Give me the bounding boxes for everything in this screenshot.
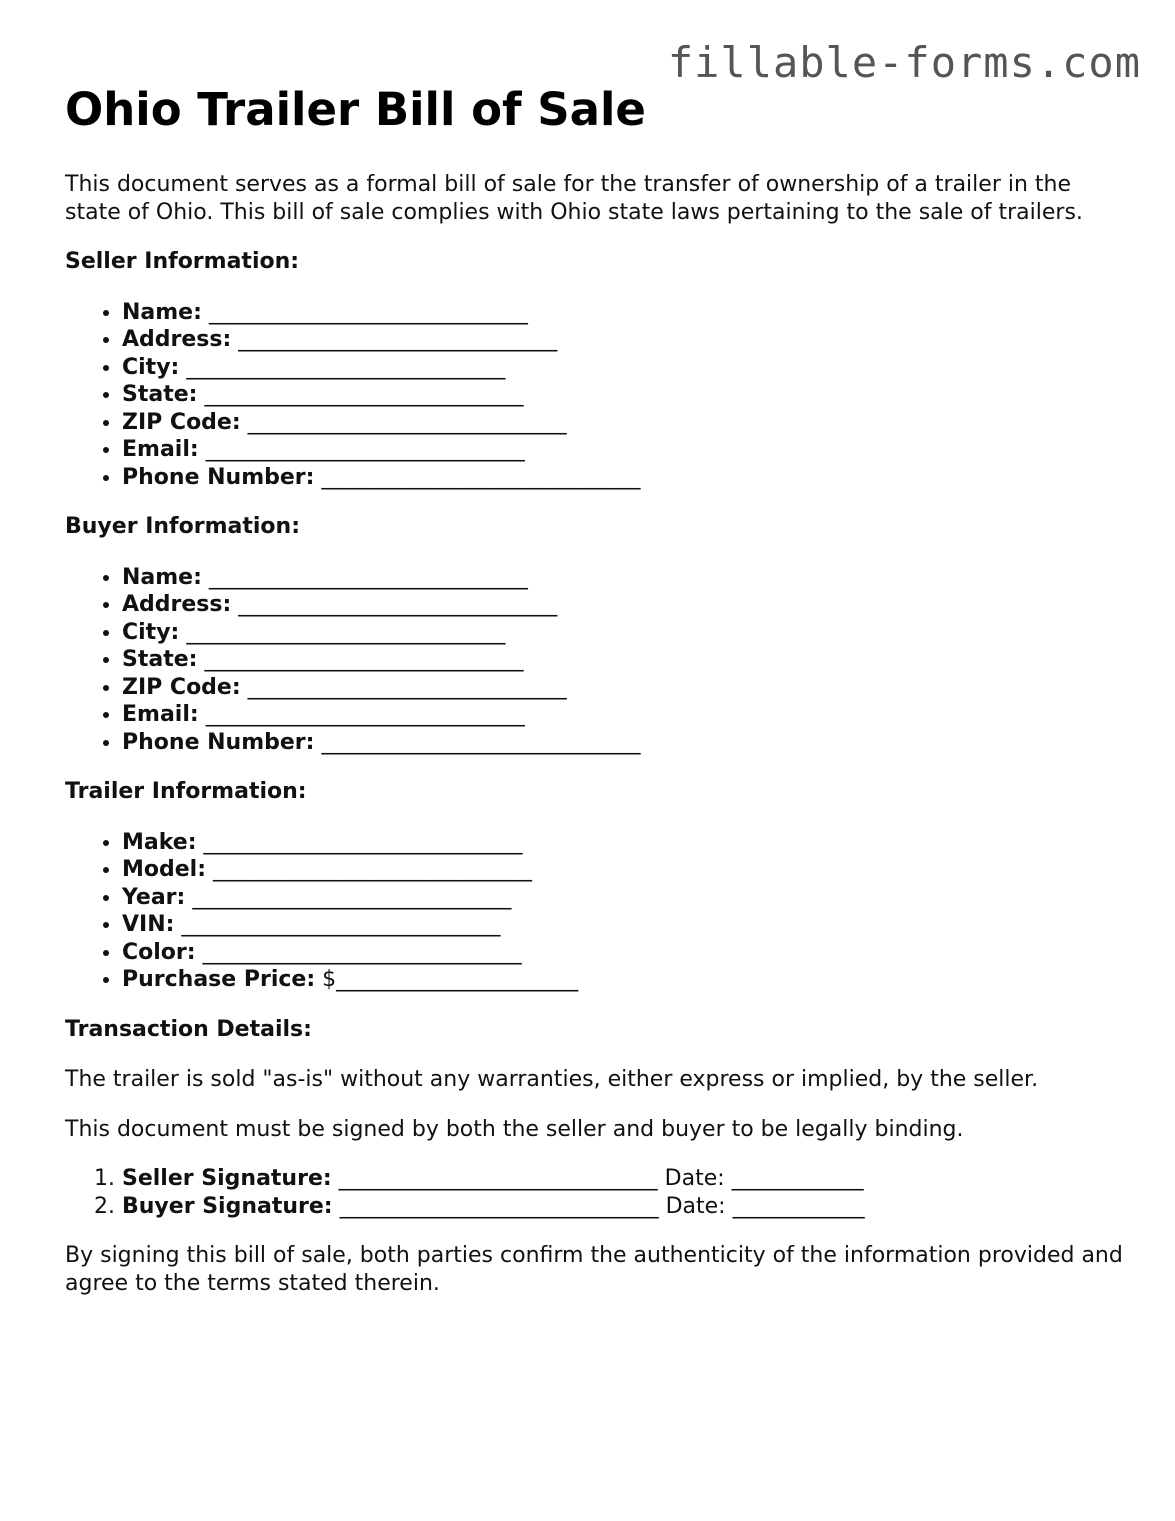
signature-list bbox=[65, 1165, 1125, 1220]
date-label: Date: bbox=[665, 1193, 726, 1219]
field-label: Year: bbox=[122, 884, 186, 910]
closing-paragraph: By signing this bill of sale, both parties confirm the authenticity of the information provided and agree to the terms stated therein. bbox=[65, 1243, 1123, 1296]
trailer-year-field[interactable] bbox=[122, 884, 1125, 912]
field-label: Name: bbox=[122, 564, 202, 590]
field-blank[interactable]: _____________________________ bbox=[208, 299, 528, 325]
as-is-paragraph: The trailer is sold "as-is" without any warranties, either express or implied, by the seller. bbox=[65, 1067, 1039, 1092]
signature-label: Buyer Signature: bbox=[122, 1193, 333, 1219]
field-label: City: bbox=[122, 354, 180, 380]
trailer-color-field[interactable] bbox=[122, 939, 1125, 967]
field-label: Make: bbox=[122, 829, 197, 855]
field-label: Email: bbox=[122, 437, 199, 462]
seller-address-field[interactable] bbox=[122, 326, 1125, 354]
signing-note-paragraph: This document must be signed by both the seller and buyer to be legally binding. bbox=[65, 1116, 964, 1142]
seller-city-field[interactable] bbox=[122, 354, 1125, 382]
watermark: fillable-forms.com bbox=[667, 38, 1141, 87]
seller-email-field[interactable] bbox=[122, 436, 1125, 464]
seller-section-heading: Seller Information: bbox=[65, 249, 300, 274]
trailer-model-field[interactable] bbox=[122, 856, 1125, 884]
field-blank[interactable]: _____________________________ bbox=[205, 702, 525, 727]
seller-state-field[interactable] bbox=[122, 381, 1125, 409]
field-blank[interactable]: _____________________________ bbox=[247, 674, 567, 700]
transaction-section-heading: Transaction Details: bbox=[65, 1016, 312, 1042]
trailer-field-list bbox=[65, 829, 1125, 994]
buyer-section-heading: Buyer Information: bbox=[65, 514, 300, 539]
buyer-state-field[interactable] bbox=[122, 646, 1125, 674]
field-label: Model: bbox=[122, 857, 207, 882]
field-blank[interactable]: _____________________________ bbox=[181, 912, 501, 937]
field-label: Purchase Price: bbox=[122, 967, 316, 992]
field-blank[interactable]: _____________________________ bbox=[247, 409, 567, 435]
field-label: State: bbox=[122, 647, 198, 672]
intro-paragraph: This document serves as a formal bill of sale for the transfer of ownership of a trailer in the state of Ohio. This bill of sale complies with Ohio state laws pertaining to the sale of trailers. bbox=[65, 172, 1083, 225]
date-blank[interactable]: ____________ bbox=[732, 1193, 865, 1219]
field-blank[interactable]: _____________________________ bbox=[205, 437, 525, 462]
field-blank[interactable]: _____________________________ bbox=[204, 647, 524, 672]
buyer-city-field[interactable] bbox=[122, 619, 1125, 647]
date-label: Date: bbox=[664, 1166, 725, 1191]
date-blank[interactable]: ____________ bbox=[731, 1166, 864, 1191]
signature-label: Seller Signature: bbox=[122, 1166, 332, 1191]
buyer-name-field[interactable] bbox=[122, 564, 1125, 592]
buyer-address-field[interactable] bbox=[122, 591, 1125, 619]
seller-phone-field[interactable] bbox=[122, 464, 1125, 492]
field-blank[interactable]: _____________________________ bbox=[202, 939, 522, 965]
seller-field-list bbox=[65, 299, 1125, 492]
field-label: Phone Number: bbox=[122, 729, 315, 755]
trailer-section-heading: Trailer Information: bbox=[65, 779, 307, 804]
field-label: Email: bbox=[122, 702, 199, 727]
field-blank[interactable]: _____________________________ bbox=[203, 829, 523, 855]
seller-name-field[interactable] bbox=[122, 299, 1125, 327]
field-blank[interactable]: _____________________________ bbox=[238, 592, 558, 617]
buyer-email-field[interactable] bbox=[122, 701, 1125, 729]
signature-blank[interactable]: _____________________________ bbox=[338, 1166, 658, 1191]
field-label: State: bbox=[122, 382, 198, 407]
page-title: Ohio Trailer Bill of Sale bbox=[65, 83, 646, 136]
seller-zip-field[interactable] bbox=[122, 409, 1125, 437]
field-label: Name: bbox=[122, 299, 202, 325]
buyer-zip-field[interactable] bbox=[122, 674, 1125, 702]
field-label: ZIP Code: bbox=[122, 674, 241, 700]
field-blank[interactable]: _____________________________ bbox=[186, 619, 506, 645]
field-label: Address: bbox=[122, 592, 232, 617]
buyer-signature-line[interactable] bbox=[122, 1193, 1125, 1221]
field-blank[interactable]: _____________________________ bbox=[204, 382, 524, 407]
field-blank[interactable]: _____________________________ bbox=[192, 884, 512, 910]
buyer-phone-field[interactable] bbox=[122, 729, 1125, 757]
field-label: ZIP Code: bbox=[122, 409, 241, 435]
trailer-price-field[interactable] bbox=[122, 966, 1125, 994]
field-label: VIN: bbox=[122, 912, 175, 937]
field-blank[interactable]: _____________________________ bbox=[208, 564, 528, 590]
field-blank[interactable]: _____________________________ bbox=[213, 857, 533, 882]
trailer-vin-field[interactable] bbox=[122, 911, 1125, 939]
field-blank[interactable]: _____________________________ bbox=[321, 729, 641, 755]
trailer-make-field[interactable] bbox=[122, 829, 1125, 857]
field-blank[interactable]: _____________________________ bbox=[321, 464, 641, 490]
field-label: Address: bbox=[122, 327, 232, 352]
document-body bbox=[65, 82, 1125, 1319]
field-blank[interactable]: _____________________________ bbox=[238, 327, 558, 352]
field-blank[interactable]: _____________________________ bbox=[186, 354, 506, 380]
field-label: Color: bbox=[122, 939, 196, 965]
field-label: Phone Number: bbox=[122, 464, 315, 490]
buyer-field-list bbox=[65, 564, 1125, 757]
signature-blank[interactable]: _____________________________ bbox=[339, 1193, 659, 1219]
field-blank[interactable]: $______________________ bbox=[322, 967, 579, 992]
field-label: City: bbox=[122, 619, 180, 645]
seller-signature-line[interactable] bbox=[122, 1165, 1125, 1193]
